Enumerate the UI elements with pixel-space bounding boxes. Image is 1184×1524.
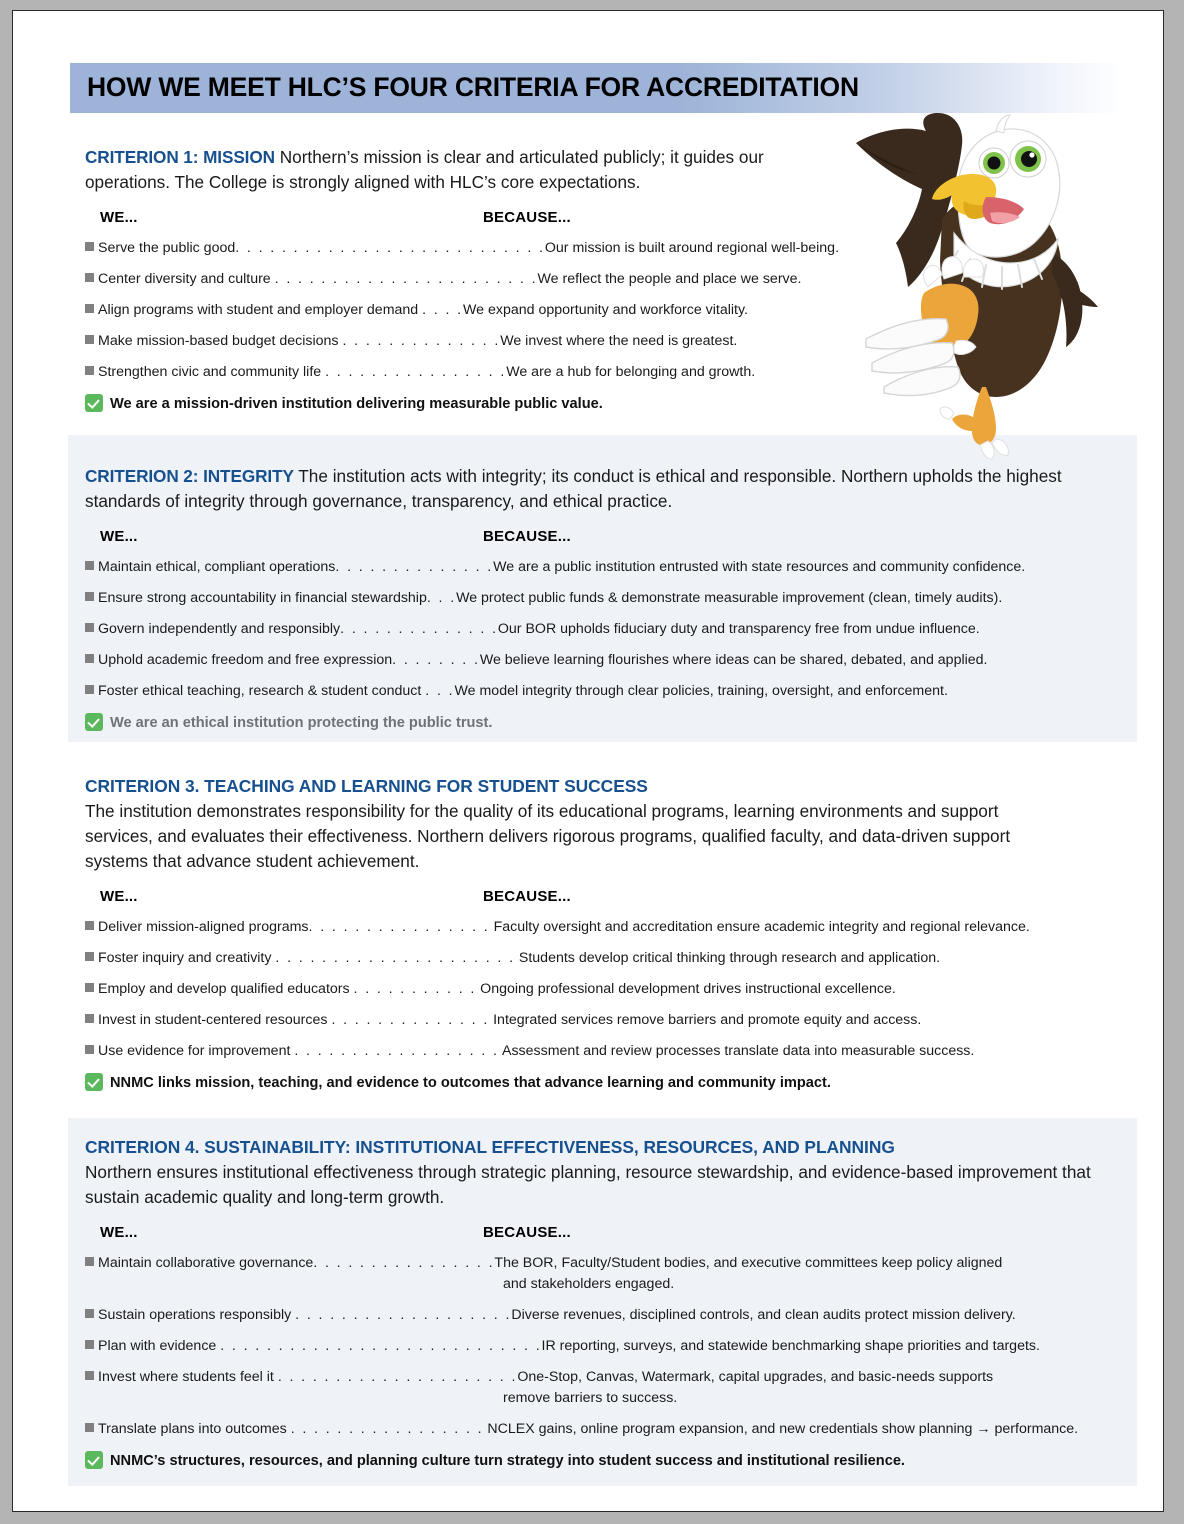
criterion-4-conclusion <box>85 1451 1115 1471</box>
bullet-square-icon <box>85 273 94 282</box>
table-row <box>85 651 1115 669</box>
row-we-text: Ensure strong accountability in financial stewardship <box>98 590 427 606</box>
row-because-text: We protect public funds & demonstrate measurable improvement (clean, timely audits). <box>456 590 1003 606</box>
row-because-text: Our mission is built around regional well-being. <box>544 240 840 256</box>
row-dot-leader: . . . . . . . . . . . . . . . . . . . . . . . . . . . . <box>220 1338 542 1354</box>
criterion-3-label: CRITERION 3. TEACHING AND LEARNING FOR STUDENT SUCCESS <box>85 776 648 796</box>
row-dot-leader: . . . . . . . . . . . . . . <box>335 559 494 575</box>
row-dot-leader: . . . . . . . . . . . . . . . . <box>325 364 507 380</box>
bullet-square-icon <box>85 242 94 251</box>
table-row <box>85 1368 1115 1407</box>
criterion-3-block <box>85 774 1115 1093</box>
row-we-text: Make mission-based budget decisions <box>98 333 343 349</box>
conclusion-text: We are an ethical institution protecting the public trust. <box>110 715 493 731</box>
row-we-text: Uphold academic freedom and free expression <box>98 652 393 668</box>
bullet-square-icon <box>85 952 94 961</box>
row-we-text: Foster inquiry and creativity <box>98 950 276 966</box>
criterion-2-heading <box>85 464 1070 514</box>
row-dot-leader: . . . . . . . . . . . . . . . . <box>313 1255 495 1271</box>
row-because-text: We invest where the need is greatest. <box>500 333 738 349</box>
column-header-because: BECAUSE... <box>483 528 571 545</box>
row-we-text: Plan with evidence <box>98 1338 221 1354</box>
bullet-square-icon <box>85 1014 94 1023</box>
column-header-we: WE... <box>100 888 138 905</box>
criterion-3-rows <box>85 918 1115 1060</box>
table-row <box>85 589 1115 607</box>
bullet-square-icon <box>85 921 94 930</box>
row-because-text: Faculty oversight and accreditation ensure academic integrity and regional relevance. <box>489 919 1030 935</box>
row-because-text: NCLEX gains, online program expansion, and new credentials show planning → performance. <box>483 1421 1079 1437</box>
bullet-square-icon <box>85 366 94 375</box>
conclusion-text: We are a mission-driven institution delivering measurable public value. <box>110 396 603 412</box>
row-because-text: Diverse revenues, disciplined controls, and clean audits protect mission delivery. <box>511 1307 1016 1323</box>
criterion-2-rows <box>85 558 1115 700</box>
bullet-square-icon <box>85 983 94 992</box>
row-dot-leader: . . . . . . . . . . . . . . . . . . . . . <box>277 1369 518 1385</box>
row-because-text: Integrated services remove barriers and promote equity and access. <box>489 1012 922 1028</box>
row-dot-leader: . . . <box>426 590 457 606</box>
row-because-text: Ongoing professional development drives instructional excellence. <box>476 981 896 997</box>
page-content <box>56 49 1125 1489</box>
table-row <box>85 558 1115 576</box>
row-because-continuation: remove barriers to success. <box>503 1390 678 1406</box>
row-dot-leader: . . . . . . . . . . . . . . . . <box>308 919 490 935</box>
criterion-1-heading <box>85 145 825 195</box>
criterion-3-conclusion <box>85 1073 1115 1093</box>
row-because-text: Students develop critical thinking through research and application. <box>514 950 941 966</box>
row-we-text: Sustain operations responsibly <box>98 1307 296 1323</box>
row-because-continuation: and stakeholders engaged. <box>503 1276 675 1292</box>
table-row <box>85 918 1115 936</box>
row-we-text: Maintain collaborative governance <box>98 1255 314 1271</box>
row-dot-leader: . . . . . . . . . . . . . . . . . . <box>294 1043 499 1059</box>
bullet-square-icon <box>85 1423 94 1432</box>
table-row <box>85 363 1115 381</box>
row-dot-leader: . . . . . . . . . . . . . . . . . <box>290 1421 484 1437</box>
document-page <box>12 10 1164 1512</box>
criterion-1-label: CRITERION 1: MISSION <box>85 147 275 167</box>
table-row <box>85 949 1115 967</box>
table-row <box>85 682 1115 700</box>
row-we-text: Center diversity and culture <box>98 271 275 287</box>
criterion-3-intro: The institution demonstrates responsibility for the quality of its educational programs, learning environments and support services, and evaluates their effectiveness. Northern delivers rigorous programs, qualified faculty, and data-driven support systems that advance student achievement. <box>85 801 1011 871</box>
row-we-text: Invest where students feel it <box>98 1369 278 1385</box>
criterion-4-column-headers <box>85 1224 1115 1248</box>
table-row <box>85 270 1115 288</box>
row-because-text: Our BOR upholds fiduciary duty and transparency free from undue influence. <box>497 621 980 637</box>
row-we-text: Use evidence for improvement <box>98 1043 295 1059</box>
row-we-text: Govern independently and responsibly <box>98 621 341 637</box>
column-header-because: BECAUSE... <box>483 209 571 226</box>
criterion-4-intro: Northern ensures institutional effectiveness through strategic planning, resource stewardship, and evidence-based improvement that sustain academic quality and long-term growth. <box>85 1162 1091 1207</box>
criterion-4-label: CRITERION 4. SUSTAINABILITY: INSTITUTIONAL EFFECTIVENESS, RESOURCES, AND PLANNING <box>85 1137 895 1157</box>
page-title: HOW WE MEET HLC’S FOUR CRITERIA FOR ACCREDITATION <box>87 72 859 102</box>
bullet-square-icon <box>85 623 94 632</box>
criterion-2-column-headers <box>85 528 1115 552</box>
row-dot-leader: . . . . . . . . . . . . . . . . . . . . . <box>275 950 515 966</box>
table-row <box>85 332 1115 350</box>
criterion-2-label: CRITERION 2: INTEGRITY <box>85 466 294 486</box>
table-row <box>85 1011 1115 1029</box>
row-we-text: Serve the public good <box>98 240 236 256</box>
column-header-because: BECAUSE... <box>483 888 571 905</box>
table-row <box>85 1306 1115 1324</box>
row-we-text: Deliver mission-aligned programs <box>98 919 309 935</box>
row-because-text: IR reporting, surveys, and statewide benchmarking shape priorities and targets. <box>541 1338 1040 1354</box>
bullet-square-icon <box>85 1309 94 1318</box>
criterion-1-conclusion <box>85 394 1115 414</box>
row-dot-leader: . . . . . . . . . . . <box>353 981 477 997</box>
bullet-square-icon <box>85 685 94 694</box>
row-dot-leader: . . . <box>425 683 455 699</box>
criterion-3-heading <box>85 774 1050 874</box>
column-header-because: BECAUSE... <box>483 1224 571 1241</box>
row-because-text: We expand opportunity and workforce vitality. <box>463 302 748 318</box>
row-because-text: We are a public institution entrusted with state resources and community confidence. <box>493 559 1026 575</box>
column-header-we: WE... <box>100 209 138 226</box>
column-header-we: WE... <box>100 1224 138 1241</box>
conclusion-text: NNMC’s structures, resources, and planning culture turn strategy into student success and institutional resilience. <box>110 1453 905 1469</box>
bullet-square-icon <box>85 592 94 601</box>
row-because-text: We model integrity through clear policies, training, oversight, and enforcement. <box>454 683 948 699</box>
row-we-text: Invest in student-centered resources <box>98 1012 332 1028</box>
row-dot-leader: . . . . <box>422 302 464 318</box>
row-we-text: Maintain ethical, compliant operations <box>98 559 336 575</box>
row-we-text: Translate plans into outcomes <box>98 1421 291 1437</box>
criterion-4-rows <box>85 1254 1115 1438</box>
table-row <box>85 239 1115 257</box>
table-row <box>85 1254 1115 1293</box>
table-row <box>85 1042 1115 1060</box>
row-dot-leader: . . . . . . . . . . . . . . . . . . . . . . . <box>274 271 538 287</box>
criterion-1-rows <box>85 239 1115 381</box>
check-icon <box>85 713 103 731</box>
row-dot-leader: . . . . . . . . . . . . . . . . . . . . . . . . . . . <box>235 240 545 256</box>
table-row <box>85 1337 1115 1355</box>
bullet-square-icon <box>85 1340 94 1349</box>
table-row <box>85 980 1115 998</box>
criterion-1-intro: Northern’s mission is clear and articulated publicly; it guides our operations. The College is strongly aligned with HLC’s core expectations. <box>85 147 764 192</box>
row-because-text: The BOR, Faculty/Student bodies, and executive committees keep policy aligned <box>494 1255 1003 1271</box>
row-we-text: Employ and develop qualified educators <box>98 981 354 997</box>
check-icon <box>85 1451 103 1469</box>
table-row <box>85 620 1115 638</box>
row-because-text: We are a hub for belonging and growth. <box>506 364 756 380</box>
row-because-text: We believe learning flourishes where ideas can be shared, debated, and applied. <box>479 652 988 668</box>
bullet-square-icon <box>85 1257 94 1266</box>
criterion-4-block <box>85 1135 1115 1471</box>
bullet-square-icon <box>85 561 94 570</box>
criterion-4-heading <box>85 1135 1105 1210</box>
criterion-2-intro: The institution acts with integrity; its conduct is ethical and responsible. Northern upholds the highest standards of integrity through governance, transparency, and ethical practice. <box>85 466 1062 511</box>
bullet-square-icon <box>85 335 94 344</box>
page-banner <box>70 63 1125 113</box>
conclusion-text: NNMC links mission, teaching, and evidence to outcomes that advance learning and community impact. <box>110 1075 831 1091</box>
table-row <box>85 301 1115 319</box>
row-dot-leader: . . . . . . . . . . . . . . <box>342 333 501 349</box>
check-icon <box>85 1073 103 1091</box>
criterion-1-block <box>85 145 1115 414</box>
row-because-text: We reflect the people and place we serve. <box>537 271 802 287</box>
bullet-square-icon <box>85 304 94 313</box>
row-because-text: One-Stop, Canvas, Watermark, capital upgrades, and basic-needs supports <box>517 1369 994 1385</box>
bullet-square-icon <box>85 654 94 663</box>
row-dot-leader: . . . . . . . . . . . . . . <box>331 1012 490 1028</box>
check-icon <box>85 394 103 412</box>
criterion-2-block <box>85 464 1115 733</box>
row-dot-leader: . . . . . . . . . . . . . . <box>340 621 498 637</box>
row-dot-leader: . . . . . . . . <box>392 652 480 668</box>
row-dot-leader: . . . . . . . . . . . . . . . . . . . <box>295 1307 512 1323</box>
bullet-square-icon <box>85 1045 94 1054</box>
column-header-we: WE... <box>100 528 138 545</box>
criterion-3-column-headers <box>85 888 1115 912</box>
criterion-2-conclusion <box>85 713 1115 733</box>
row-we-text: Strengthen civic and community life <box>98 364 326 380</box>
criterion-1-column-headers <box>85 209 1115 233</box>
row-we-text: Foster ethical teaching, research & student conduct <box>98 683 426 699</box>
table-row <box>85 1420 1115 1438</box>
row-we-text: Align programs with student and employer demand <box>98 302 423 318</box>
row-because-text: Assessment and review processes translate data into measurable success. <box>498 1043 975 1059</box>
bullet-square-icon <box>85 1371 94 1380</box>
